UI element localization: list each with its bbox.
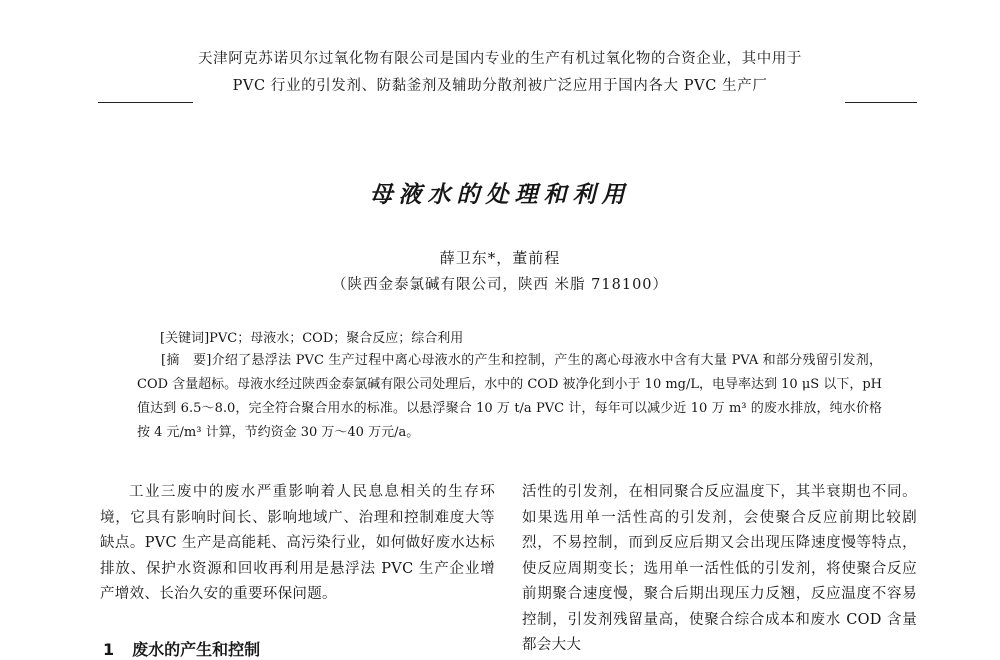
abstract xyxy=(137,349,882,445)
keywords-text: PVC；母液水；COD；聚合反应；综合利用 xyxy=(209,331,464,346)
header-rule-right xyxy=(845,102,917,103)
keywords xyxy=(160,327,463,346)
abstract-label: [摘 要] xyxy=(161,353,212,368)
body-column-right: 活性的引发剂，在相同聚合反应温度下，其半衰期也不同。如果选用单一活性高的引发剂，会使聚合反应前期比较剧烈，不易控制，而到反应后期又会出现压降速度慢等特点，使反应周期变长；选用单一活性低的引发剂，将使聚合反应前期聚合速度慢，聚合后期出现压力反翘，反应温度不容易控制，引发剂残留量高，使聚合综合成本和废水 COD 含量都会大大 xyxy=(522,484,917,653)
paper-affiliation: （陕西金泰氯碱有限公司，陕西 米脂 718100） xyxy=(331,277,669,293)
keywords-label: [关键词] xyxy=(160,331,210,346)
section-heading xyxy=(103,637,260,660)
body-column-left: 工业三废中的废水严重影响着人民息息相关的生存环境，它具有影响时间长、影响地域广、治理和控制难度大等缺点。PVC 生产是高能耗、高污染行业，如何做好废水达标排放、保护水资源和回收再利用是悬浮法 PVC 生产企业增产增效、长治久安的重要环保问题。 xyxy=(100,484,495,602)
header-line-2: PVC 行业的引发剂、防黏釜剂及辅助分散剂被广泛应用于国内各大 PVC 生产厂 xyxy=(232,78,768,94)
header-line-1: 天津阿克苏诺贝尔过氧化物有限公司是国内专业的生产有机过氧化物的合资企业，其中用于 xyxy=(198,51,802,67)
paper-authors: 薛卫东*，董前程 xyxy=(439,249,561,267)
section-title: 废水的产生和控制 xyxy=(132,640,261,659)
header-rule-left xyxy=(98,102,193,103)
journal-header-note xyxy=(90,46,910,100)
abstract-text: 介绍了悬浮法 PVC 生产过程中离心母液水的产生和控制，产生的离心母液水中含有大量 PVA 和部分残留引发剂，COD 含量超标。母液水经过陕西金泰氯碱有限公司处理后，水中的 COD 被净化到小于 10 mg/L，电导率达到 10 μS 以下，pH 值达到 6.5～8.0，完全符合聚合用水的标准。以悬浮聚合 10 万 t/a PVC 计，每年可以减少近 10 万 m³ 的废水排放，纯水价格按 4 元/m³ 计算，节约资金 30 万～40 万元/a。 xyxy=(137,353,882,440)
section-number: 1 xyxy=(103,640,115,659)
paper-title: 母液水的处理和利用 xyxy=(369,181,631,208)
